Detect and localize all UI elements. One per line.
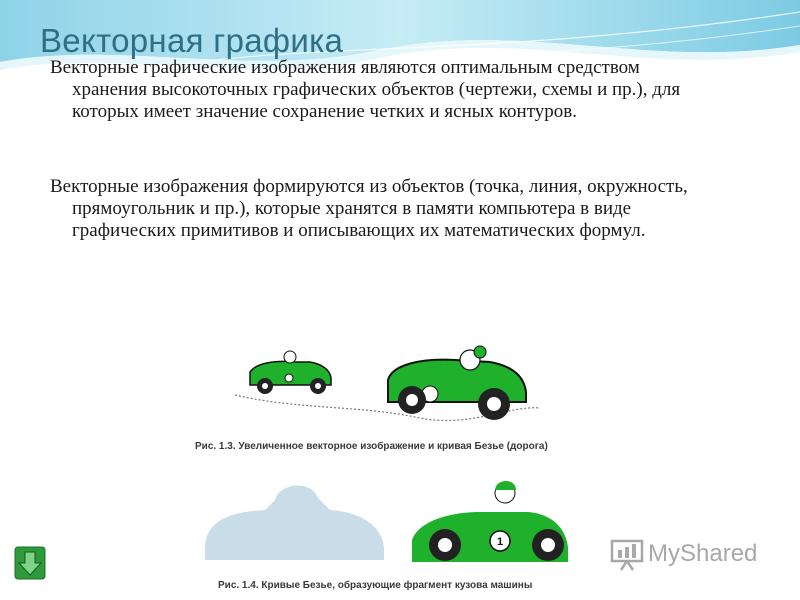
- presentation-board-icon: [608, 536, 648, 572]
- car-silhouette-outline: [205, 485, 384, 560]
- figure-caption-1: Рис. 1.3. Увеличенное векторное изображение и кривая Безье (дорога): [195, 441, 548, 452]
- down-arrow-icon[interactable]: [14, 546, 46, 580]
- cars-on-road-illustration: [220, 340, 540, 440]
- figure-caption-2: Рис. 1.4. Кривые Безье, образующие фрагмент кузова машины: [218, 580, 533, 591]
- paragraph-vector-usage: Векторные графические изображения являются оптимальным средством хранения высокоточных графических объектов (чертежи, схемы и пр.), для которых имеет значение сохранение четких и ясных контуров.: [50, 57, 681, 122]
- watermark-brand-text: MyShared: [648, 540, 758, 567]
- green-race-car-with-driver: [412, 481, 568, 562]
- slide-title: Векторная графика: [40, 22, 344, 59]
- car-number-label: 1: [496, 536, 504, 548]
- small-race-car: [250, 351, 331, 394]
- large-race-car: [388, 346, 526, 420]
- car-body-bezier-illustration: [200, 470, 590, 575]
- paragraph-vector-objects: Векторные изображения формируются из объектов (точка, линия, окружность, прямоугольник и пр.), которые хранятся в памяти компьютера в виде графических примитивов и описывающих их математических формул.: [50, 176, 688, 241]
